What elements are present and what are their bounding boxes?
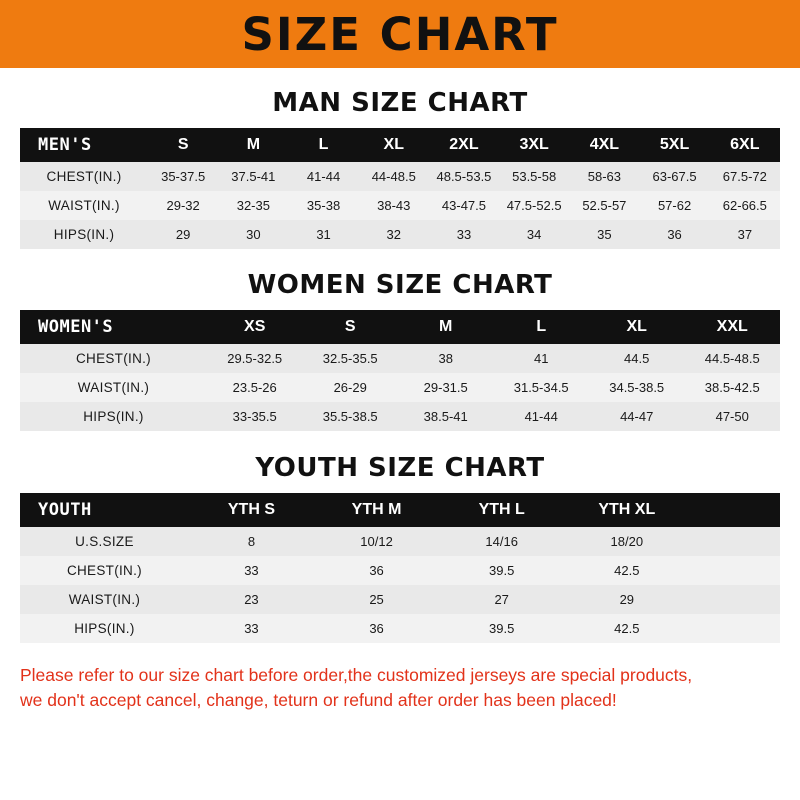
men-size-col-7: 5XL bbox=[639, 128, 709, 162]
women-header-label: WOMEN'S bbox=[20, 310, 207, 344]
youth-cell-2-2: 27 bbox=[439, 585, 564, 614]
men-cell-0-1: 37.5-41 bbox=[218, 162, 288, 191]
men-size-col-3: XL bbox=[359, 128, 429, 162]
men-cell-0-3: 44-48.5 bbox=[359, 162, 429, 191]
youth-size-col-1: YTH M bbox=[314, 493, 439, 527]
section-title-man: MAN SIZE CHART bbox=[272, 88, 528, 118]
men-size-col-1: M bbox=[218, 128, 288, 162]
section-title-women: WOMEN SIZE CHART bbox=[247, 270, 553, 300]
youth-cell-3-1: 36 bbox=[314, 614, 439, 643]
youth-row-label-1: CHEST(IN.) bbox=[20, 556, 189, 585]
youth-cell-2-blank bbox=[689, 585, 780, 614]
youth-cell-0-0: 8 bbox=[189, 527, 314, 556]
men-cell-1-6: 52.5-57 bbox=[569, 191, 639, 220]
youth-cell-1-3: 42.5 bbox=[564, 556, 689, 585]
youth-header-label: YOUTH bbox=[20, 493, 189, 527]
footer-note bbox=[20, 663, 780, 714]
women-cell-1-5: 38.5-42.5 bbox=[684, 373, 780, 402]
women-cell-2-2: 38.5-41 bbox=[398, 402, 494, 431]
youth-cell-0-blank bbox=[689, 527, 780, 556]
men-cell-2-4: 33 bbox=[429, 220, 499, 249]
footer-note-line-1: Please refer to our size chart before order,the customized jerseys are special products, bbox=[20, 665, 693, 685]
men-cell-1-2: 35-38 bbox=[288, 191, 358, 220]
youth-row-label-3: HIPS(IN.) bbox=[20, 614, 189, 643]
youth-cell-0-1: 10/12 bbox=[314, 527, 439, 556]
men-cell-2-7: 36 bbox=[639, 220, 709, 249]
table-row bbox=[20, 556, 780, 585]
men-cell-1-5: 47.5-52.5 bbox=[499, 191, 569, 220]
women-size-col-2: M bbox=[398, 310, 494, 344]
men-row-label-1: WAIST(IN.) bbox=[20, 191, 148, 220]
men-cell-1-8: 62-66.5 bbox=[710, 191, 780, 220]
youth-size-col-blank bbox=[689, 493, 780, 527]
women-size-col-3: L bbox=[493, 310, 589, 344]
women-cell-1-4: 34.5-38.5 bbox=[589, 373, 685, 402]
men-row-label-0: CHEST(IN.) bbox=[20, 162, 148, 191]
women-cell-1-3: 31.5-34.5 bbox=[493, 373, 589, 402]
men-cell-1-0: 29-32 bbox=[148, 191, 218, 220]
youth-cell-1-0: 33 bbox=[189, 556, 314, 585]
women-cell-0-0: 29.5-32.5 bbox=[207, 344, 303, 373]
men-size-col-4: 2XL bbox=[429, 128, 499, 162]
youth-size-col-2: YTH L bbox=[439, 493, 564, 527]
table-row bbox=[20, 402, 780, 431]
women-size-col-5: XXL bbox=[684, 310, 780, 344]
youth-cell-3-2: 39.5 bbox=[439, 614, 564, 643]
men-cell-1-7: 57-62 bbox=[639, 191, 709, 220]
women-cell-0-4: 44.5 bbox=[589, 344, 685, 373]
men-size-table bbox=[20, 128, 780, 249]
table-row bbox=[20, 614, 780, 643]
youth-cell-2-3: 29 bbox=[564, 585, 689, 614]
men-cell-2-0: 29 bbox=[148, 220, 218, 249]
table-row bbox=[20, 220, 780, 249]
youth-cell-1-1: 36 bbox=[314, 556, 439, 585]
men-cell-2-5: 34 bbox=[499, 220, 569, 249]
men-cell-0-5: 53.5-58 bbox=[499, 162, 569, 191]
youth-size-table bbox=[20, 493, 780, 643]
youth-cell-0-3: 18/20 bbox=[564, 527, 689, 556]
youth-cell-2-1: 25 bbox=[314, 585, 439, 614]
men-cell-0-2: 41-44 bbox=[288, 162, 358, 191]
women-row-label-2: HIPS(IN.) bbox=[20, 402, 207, 431]
men-cell-0-6: 58-63 bbox=[569, 162, 639, 191]
men-cell-2-1: 30 bbox=[218, 220, 288, 249]
men-size-col-6: 4XL bbox=[569, 128, 639, 162]
women-cell-1-1: 26-29 bbox=[302, 373, 398, 402]
youth-row-label-2: WAIST(IN.) bbox=[20, 585, 189, 614]
youth-cell-1-2: 39.5 bbox=[439, 556, 564, 585]
women-row-label-1: WAIST(IN.) bbox=[20, 373, 207, 402]
men-size-col-2: L bbox=[288, 128, 358, 162]
men-size-col-0: S bbox=[148, 128, 218, 162]
men-row-label-2: HIPS(IN.) bbox=[20, 220, 148, 249]
women-cell-2-1: 35.5-38.5 bbox=[302, 402, 398, 431]
men-header-label: MEN'S bbox=[20, 128, 148, 162]
men-cell-0-0: 35-37.5 bbox=[148, 162, 218, 191]
men-cell-2-8: 37 bbox=[710, 220, 780, 249]
table-row bbox=[20, 162, 780, 191]
women-cell-0-3: 41 bbox=[493, 344, 589, 373]
youth-cell-3-3: 42.5 bbox=[564, 614, 689, 643]
men-cell-2-2: 31 bbox=[288, 220, 358, 249]
men-cell-1-4: 43-47.5 bbox=[429, 191, 499, 220]
youth-cell-3-blank bbox=[689, 614, 780, 643]
women-size-col-1: S bbox=[302, 310, 398, 344]
men-cell-1-3: 38-43 bbox=[359, 191, 429, 220]
youth-cell-1-blank bbox=[689, 556, 780, 585]
table-header-row bbox=[20, 128, 780, 162]
youth-size-col-0: YTH S bbox=[189, 493, 314, 527]
women-cell-1-2: 29-31.5 bbox=[398, 373, 494, 402]
women-cell-0-2: 38 bbox=[398, 344, 494, 373]
women-cell-2-3: 41-44 bbox=[493, 402, 589, 431]
women-size-col-0: XS bbox=[207, 310, 303, 344]
women-cell-2-0: 33-35.5 bbox=[207, 402, 303, 431]
table-header-row bbox=[20, 493, 780, 527]
youth-row-label-0: U.S.SIZE bbox=[20, 527, 189, 556]
men-cell-2-3: 32 bbox=[359, 220, 429, 249]
women-size-col-4: XL bbox=[589, 310, 685, 344]
men-size-col-5: 3XL bbox=[499, 128, 569, 162]
youth-cell-0-2: 14/16 bbox=[439, 527, 564, 556]
footer-note-line-2: we don't accept cancel, change, teturn or refund after order has been placed! bbox=[20, 690, 617, 711]
banner bbox=[0, 0, 800, 68]
women-row-label-0: CHEST(IN.) bbox=[20, 344, 207, 373]
content bbox=[0, 88, 800, 643]
men-cell-1-1: 32-35 bbox=[218, 191, 288, 220]
table-row bbox=[20, 191, 780, 220]
table-row bbox=[20, 373, 780, 402]
women-cell-2-5: 47-50 bbox=[684, 402, 780, 431]
women-size-table bbox=[20, 310, 780, 431]
table-row bbox=[20, 344, 780, 373]
table-row bbox=[20, 585, 780, 614]
section-title-youth: YOUTH SIZE CHART bbox=[255, 453, 545, 483]
women-cell-0-1: 32.5-35.5 bbox=[302, 344, 398, 373]
youth-size-col-3: YTH XL bbox=[564, 493, 689, 527]
women-cell-1-0: 23.5-26 bbox=[207, 373, 303, 402]
men-cell-0-4: 48.5-53.5 bbox=[429, 162, 499, 191]
women-cell-0-5: 44.5-48.5 bbox=[684, 344, 780, 373]
youth-cell-2-0: 23 bbox=[189, 585, 314, 614]
page-title: SIZE CHART bbox=[241, 7, 559, 61]
men-size-col-8: 6XL bbox=[710, 128, 780, 162]
table-header-row bbox=[20, 310, 780, 344]
youth-cell-3-0: 33 bbox=[189, 614, 314, 643]
men-cell-2-6: 35 bbox=[569, 220, 639, 249]
table-row bbox=[20, 527, 780, 556]
men-cell-0-8: 67.5-72 bbox=[710, 162, 780, 191]
women-cell-2-4: 44-47 bbox=[589, 402, 685, 431]
men-cell-0-7: 63-67.5 bbox=[639, 162, 709, 191]
